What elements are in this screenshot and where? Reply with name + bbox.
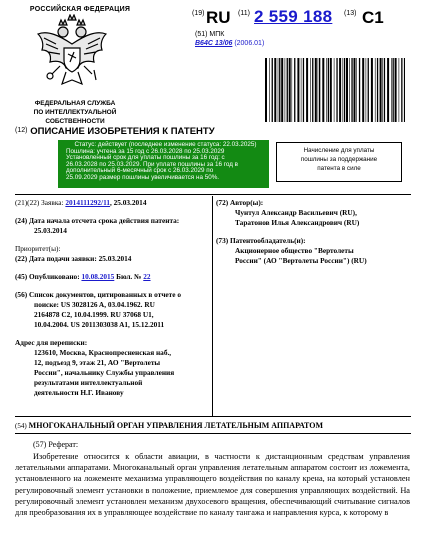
application-date: , 25.03.2014 (109, 198, 147, 207)
cited-documents-line: 10.04.2004. US 2011303038 A1, 15.12.2011 (34, 320, 165, 329)
barcode-bar (384, 58, 385, 122)
owner-name: России" (АО "Вертолеты России") (RU) (235, 256, 367, 265)
cited-documents-label: (56) Список документов, цитированных в отчете о (15, 290, 181, 299)
address-line: России", начальнику Службы управления (34, 368, 175, 377)
barcode-bar (285, 58, 286, 122)
barcode-bar (278, 58, 279, 122)
bibliographic-left-column (15, 198, 210, 406)
barcode-bar (336, 58, 337, 122)
mpk-label: (51) МПК (195, 31, 225, 38)
barcode-bar (330, 58, 332, 122)
barcode-bar (391, 58, 392, 122)
agency-line-1: ФЕДЕРАЛЬНАЯ СЛУЖБА (34, 100, 116, 107)
cited-documents-line: 2164878 C2, 10.04.1999. RU 37068 U1, (34, 310, 154, 319)
cited-documents-line: поиске: US 3028126 A, 03.04.1962. RU (34, 300, 155, 309)
barcode-bar (339, 58, 341, 122)
barcode-bar (274, 58, 276, 122)
divider (15, 433, 411, 434)
kind-code: C1 (362, 8, 384, 27)
barcode-bar (265, 58, 267, 122)
fee-term-line: Установленный срок для уплаты пошлины за 16 год: с (66, 154, 225, 162)
barcode-bar (349, 58, 350, 122)
barcode-bar (315, 58, 317, 122)
application-label: (21)(22) Заявка: (15, 198, 64, 207)
divider (15, 416, 411, 417)
priority-field (15, 244, 210, 264)
author-name: Чунтул Александр Васильевич (RU), (235, 208, 357, 217)
address-line: 123610, Москва, Краснопресненская наб., (34, 348, 172, 357)
abstract-text: Изобретение относится к области авиации, в частности к дистанционным средствам управления летательными аппаратами. Многоканальный орган управления летательным аппаратом состоит из ложемента, установленного на ложементе механизма управляющего воздействия по каналу крена, на который установлен регулировочный элемент установки в положение, приемлемое для совершения управляющих воздействий. На регулировочный элемент установлен механизм двухосевого вращения, обеспечивающий считывание сигналов для преобразования их в управляющее воздействие по каналу тангажа и направления курса, к которому в (15, 452, 410, 518)
barcode-bar (401, 58, 402, 122)
divider (15, 194, 411, 195)
barcode-bar (382, 58, 383, 122)
barcode-bar (269, 58, 270, 122)
barcode-bar (362, 58, 364, 122)
barcode-bar (346, 58, 348, 122)
barcode-bar (375, 58, 376, 122)
coat-of-arms-emblem (30, 14, 114, 98)
barcode-image (265, 58, 405, 122)
barcode-bar (312, 58, 313, 122)
barcode-bar (387, 58, 389, 122)
publication-field (15, 272, 210, 282)
barcode-bar (328, 58, 329, 122)
barcode-bar (404, 58, 405, 122)
application-number-link[interactable]: 2014111292/11 (65, 198, 110, 207)
country-code: RU (206, 8, 231, 27)
priority-label: Приоритет(ы): (15, 244, 61, 253)
barcode-bar (318, 58, 319, 122)
code-11: (11) (238, 10, 250, 17)
owner-name: Акционерное общество "Вертолеты (235, 246, 354, 255)
barcode-bar (287, 58, 288, 122)
term-start-field (15, 216, 210, 236)
barcode-bar (366, 58, 367, 122)
barcode-bar (322, 58, 324, 122)
fee-term-line: дополнительный 6-месячный срок с 26.03.2029 по (66, 167, 214, 175)
cited-documents-field (15, 290, 210, 330)
application-field (15, 198, 210, 208)
barcode-bar (297, 58, 299, 122)
document-title (15, 126, 215, 137)
barcode-bar (301, 58, 302, 122)
barcode-bar (380, 58, 382, 122)
address-line: деятельности Н.Г. Иванову (34, 388, 124, 397)
document-title-code: (12) (15, 127, 28, 134)
owner-field (216, 236, 411, 266)
fee-calculation-label: пошлины за поддержание (300, 156, 378, 163)
filing-date: (22) Дата подачи заявки: 25.03.2014 (15, 254, 132, 263)
barcode-bar (356, 58, 357, 122)
barcode-bar (351, 58, 352, 122)
publication-label: (45) Опубликовано: (15, 272, 80, 281)
barcode-bar (279, 58, 280, 122)
ipc-code-link[interactable]: B64C 13/06 (195, 40, 233, 47)
bulletin-number-link[interactable]: 22 (143, 272, 151, 281)
agency-name (10, 99, 140, 126)
term-start-label: (24) Дата начала отсчета срока действия патента: (15, 216, 180, 225)
barcode-bar (399, 58, 400, 122)
barcode-bar (281, 58, 283, 122)
barcode-bar (354, 58, 356, 122)
invention-title-code: (54) (15, 422, 27, 430)
barcode-bar (306, 58, 308, 122)
barcode-bar (326, 58, 327, 122)
barcode-bar (303, 58, 304, 122)
document-title-text: ОПИСАНИЕ ИЗОБРЕТЕНИЯ К ПАТЕНТУ (30, 126, 215, 137)
barcode-bar (344, 58, 345, 122)
code-13: (13) (344, 10, 357, 17)
author-name: Таратонов Илья Александрович (RU) (235, 218, 360, 227)
barcode-bar (294, 58, 295, 122)
bulletin-label: Бюл. № (114, 272, 142, 281)
country-name: РОССИЙСКАЯ ФЕДЕРАЦИЯ (29, 6, 131, 13)
barcode-bar (334, 58, 335, 122)
barcode-bar (272, 58, 273, 122)
invention-title-text: МНОГОКАНАЛЬНЫЙ ОРГАН УПРАВЛЕНИЯ ЛЕТАТЕЛЬНЫМ АППАРАТОМ (28, 421, 324, 430)
fee-calculation-label: патента в силе (317, 165, 361, 172)
barcode-bar (393, 58, 394, 122)
publication-number-line (192, 8, 417, 30)
ipc-version: (2006.01) (234, 40, 265, 47)
code-19: (19) (192, 10, 205, 17)
barcode-bar (371, 58, 373, 122)
patent-number-link[interactable]: 2 559 188 (254, 7, 333, 26)
ipc-classification (195, 40, 264, 47)
barcode-bar (359, 58, 360, 122)
barcode-bar (292, 58, 293, 122)
barcode-bar (395, 58, 397, 122)
agency-line-2: ПО ИНТЕЛЛЕКТУАЛЬНОЙ СОБСТВЕННОСТИ (33, 109, 117, 125)
column-divider (212, 196, 213, 416)
fee-calculation-label: Начисление для уплаты (303, 147, 375, 154)
barcode-bar (377, 58, 378, 122)
abstract-heading: (57) Реферат: (33, 440, 79, 449)
term-start-date: 25.03.2014 (34, 226, 67, 235)
authors-label: (72) Автор(ы): (216, 198, 264, 207)
barcode-bar (319, 58, 320, 122)
barcode-bar (310, 58, 311, 122)
barcode-bar (289, 58, 291, 122)
status-line: Статус: действует (последнее изменение статуса: 22.03.2025) (74, 141, 257, 148)
barcode-bar (368, 58, 369, 122)
authors-field (216, 198, 411, 228)
bibliographic-right-column (216, 198, 411, 274)
publication-date-link[interactable]: 10.08.2015 (81, 272, 115, 281)
invention-title (15, 421, 323, 430)
correspondence-address-field (15, 338, 210, 398)
address-line: результатами интеллектуальной (34, 378, 143, 387)
address-label: Адрес для переписки: (15, 338, 88, 347)
fee-term-line: 25.09.2029 размер пошлины увеличивается на 50%. (66, 173, 220, 181)
status-box (58, 140, 269, 188)
address-line: 12, подъезд 9, этаж 21, АО "Вертолеты (34, 358, 161, 367)
barcode-bar (343, 58, 344, 122)
fee-line: Пошлина: учтена за 15 год с 26.03.2028 по 25.03.2029 (66, 147, 225, 155)
fee-term-line: 26.03.2028 по 25.03.2029. При уплате пошлины за 16 год в (66, 160, 238, 168)
owner-label: (73) Патентообладатель(и): (216, 236, 306, 245)
fee-calculation-button[interactable] (276, 142, 402, 182)
